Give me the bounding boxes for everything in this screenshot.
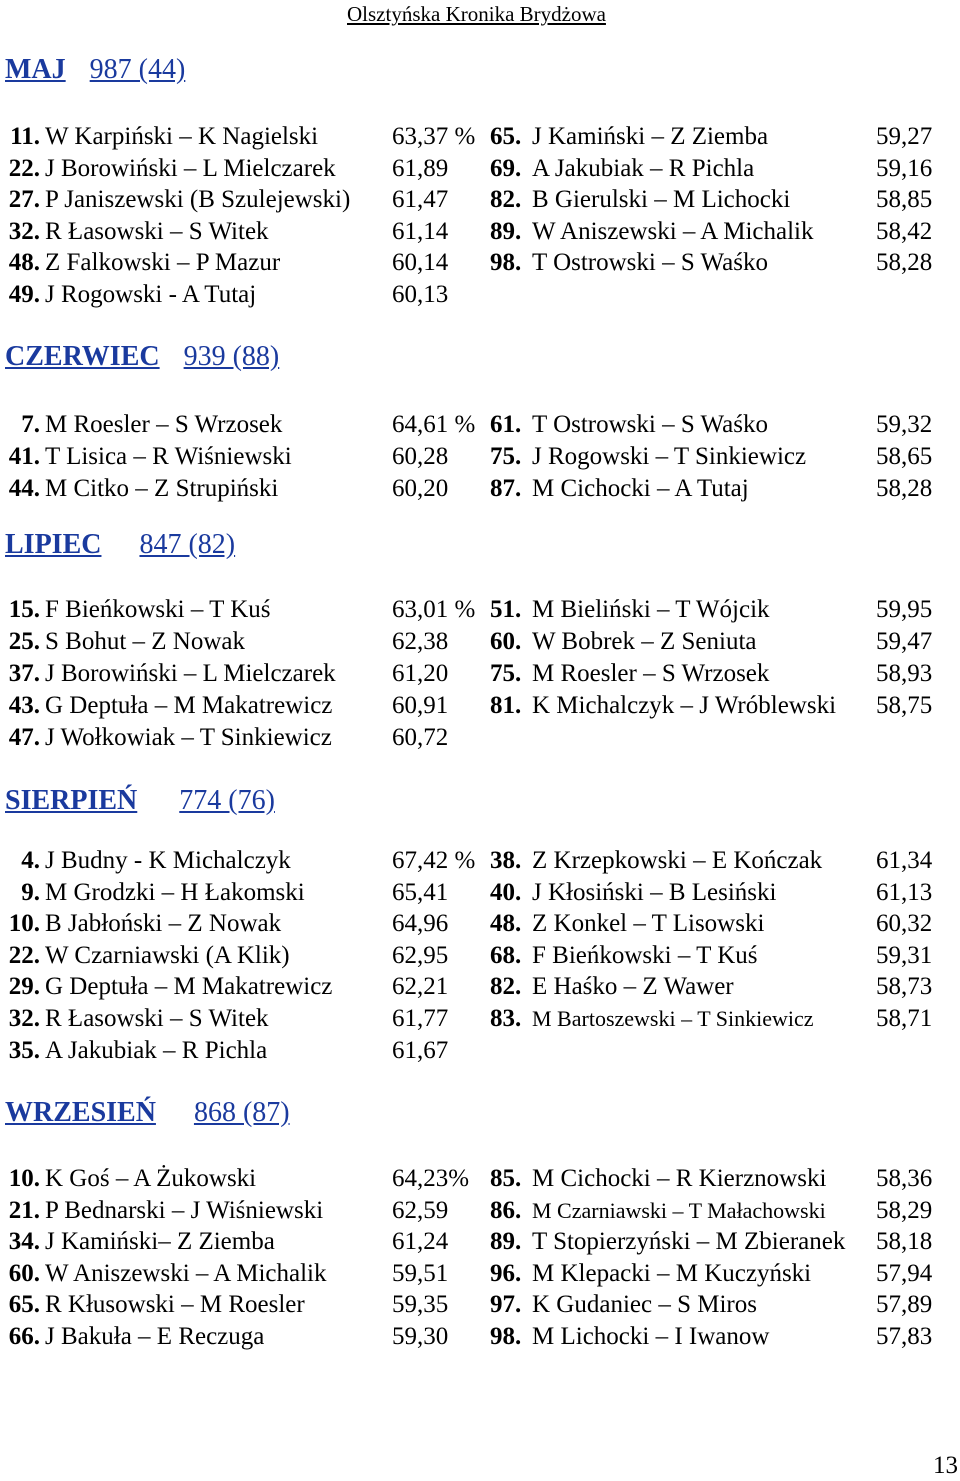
right-rank: 82. — [490, 973, 522, 1001]
result-row — [0, 722, 960, 753]
right-pair-names: Z Konkel – T Lisowski — [532, 910, 765, 938]
left-rank: 34. — [8, 1228, 40, 1256]
result-row — [0, 1163, 960, 1194]
left-rank: 48. — [8, 249, 40, 277]
right-rank: 86. — [490, 1196, 522, 1224]
right-rank: 69. — [490, 154, 522, 182]
left-score: 60,20 — [392, 475, 449, 502]
right-score: 58,36 — [876, 1165, 933, 1192]
right-pair-names: Z Krzepkowski – E Kończak — [532, 847, 823, 874]
left-pair-names: W Czarniawski (A Klik) — [45, 941, 290, 969]
right-rank: 83. — [490, 1005, 522, 1032]
month-heading — [5, 529, 235, 561]
left-rank: 22. — [8, 941, 40, 969]
left-rank: 41. — [8, 443, 40, 470]
left-rank: 10. — [8, 910, 40, 938]
month-name: CZERWIEC — [5, 341, 160, 372]
right-pair-names: M Roesler – S Wrzosek — [532, 660, 770, 687]
page-number: 13 — [933, 1452, 958, 1479]
left-pair-names: J Wołkowiak – T Sinkiewicz — [45, 724, 332, 751]
right-score: 58,75 — [876, 692, 933, 719]
right-rank: 89. — [490, 1228, 522, 1256]
right-score: 59,31 — [876, 941, 933, 969]
left-pair-names: W Aniszewski – A Michalik — [45, 1259, 327, 1287]
left-score: 61,89 — [392, 154, 449, 182]
right-pair-names: M Bartoszewski – T Sinkiewicz — [532, 1006, 814, 1031]
left-score: 61,24 — [392, 1228, 449, 1256]
left-rank: 10. — [8, 1165, 40, 1192]
left-rank: 29. — [8, 973, 40, 1001]
left-score: 64,96 — [392, 910, 449, 938]
result-row — [0, 441, 960, 472]
left-rank: 27. — [8, 186, 40, 214]
left-pair-names: A Jakubiak – R Pichla — [45, 1036, 268, 1064]
left-rank: 4. — [21, 847, 40, 874]
right-rank: 96. — [490, 1259, 522, 1287]
right-score: 59,95 — [876, 596, 933, 623]
right-rank: 97. — [490, 1291, 522, 1319]
left-rank: 7. — [21, 411, 40, 438]
right-rank: 82. — [490, 186, 522, 214]
left-pair-names: J Borowiński – L Mielczarek — [45, 660, 336, 687]
left-score: 60,13 — [392, 281, 449, 308]
right-score: 58,29 — [876, 1196, 933, 1224]
right-rank: 51. — [490, 596, 522, 623]
left-pair-names: T Lisica – R Wiśniewski — [45, 443, 292, 470]
right-score: 59,47 — [876, 628, 933, 655]
right-pair-names: M Cichocki – R Kierznowski — [532, 1165, 827, 1192]
left-score: 61,14 — [392, 217, 449, 245]
right-rank: 75. — [490, 660, 522, 687]
month-summary: 987 (44) — [89, 54, 186, 85]
right-score: 59,16 — [876, 154, 933, 182]
right-pair-names: B Gierulski – M Lichocki — [532, 186, 791, 214]
left-score: 60,28 — [392, 443, 449, 470]
right-score: 61,34 — [876, 847, 933, 874]
result-row — [0, 845, 960, 876]
left-pair-names: G Deptuła – M Makatrewicz — [45, 692, 333, 719]
right-rank: 65. — [490, 123, 522, 150]
result-row — [0, 1195, 960, 1226]
result-row — [0, 690, 960, 721]
right-score: 58,28 — [876, 249, 933, 277]
left-rank: 21. — [8, 1196, 40, 1224]
right-pair-names: F Bieńkowski – T Kuś — [532, 941, 758, 969]
left-pair-names: K Goś – A Żukowski — [45, 1165, 257, 1192]
right-rank: 68. — [490, 941, 522, 969]
right-pair-names: J Rogowski – T Sinkiewicz — [532, 443, 807, 470]
right-rank: 75. — [490, 443, 522, 470]
left-pair-names: G Deptuła – M Makatrewicz — [45, 973, 333, 1001]
right-score: 57,94 — [876, 1259, 933, 1287]
month-summary: 847 (82) — [139, 529, 236, 560]
right-pair-names: K Michalczyk – J Wróblewski — [532, 692, 837, 719]
month-name: MAJ — [5, 54, 66, 85]
left-pair-names: Z Falkowski – P Mazur — [45, 249, 281, 277]
result-row — [0, 1289, 960, 1320]
left-rank: 22. — [8, 154, 40, 182]
right-pair-names: E Haśko – Z Wawer — [532, 973, 734, 1001]
result-row — [0, 473, 960, 504]
left-rank: 32. — [8, 217, 40, 245]
right-rank: 61. — [490, 411, 522, 438]
result-row — [0, 908, 960, 939]
right-pair-names: M Bieliński – T Wójcik — [532, 596, 770, 623]
left-rank: 66. — [8, 1323, 40, 1350]
right-pair-names: J Kłosiński – B Lesiński — [532, 878, 777, 906]
left-rank: 25. — [8, 628, 40, 655]
left-score: 62,21 — [392, 973, 449, 1001]
left-rank: 49. — [8, 281, 40, 308]
left-pair-names: J Borowiński – L Mielczarek — [45, 154, 336, 182]
right-pair-names: A Jakubiak – R Pichla — [532, 154, 755, 182]
left-rank: 37. — [8, 660, 40, 687]
left-pair-names: B Jabłoński – Z Nowak — [45, 910, 282, 938]
month-heading — [5, 341, 279, 373]
result-row — [0, 216, 960, 247]
right-pair-names: T Ostrowski – S Waśko — [532, 249, 768, 277]
left-score: 60,91 — [392, 692, 449, 719]
left-score: 62,95 — [392, 941, 449, 969]
left-score: 64,61 % — [392, 411, 476, 438]
result-row — [0, 658, 960, 689]
result-row — [0, 409, 960, 440]
month-name: LIPIEC — [5, 529, 102, 560]
right-score: 57,89 — [876, 1291, 933, 1319]
left-score: 59,35 — [392, 1291, 449, 1319]
right-score: 58,73 — [876, 973, 933, 1001]
result-row — [0, 121, 960, 152]
right-rank: 60. — [490, 628, 522, 655]
right-score: 58,65 — [876, 443, 933, 470]
right-score: 58,18 — [876, 1228, 933, 1256]
right-pair-names: M Klepacki – M Kuczyński — [532, 1259, 812, 1287]
month-heading — [5, 785, 275, 817]
left-pair-names: J Kamiński– Z Ziemba — [45, 1228, 275, 1256]
left-pair-names: M Citko – Z Strupiński — [45, 475, 279, 502]
left-rank: 32. — [8, 1005, 40, 1032]
left-pair-names: S Bohut – Z Nowak — [45, 628, 245, 655]
right-pair-names: M Czarniawski – T Małachowski — [532, 1197, 826, 1223]
result-row — [0, 1258, 960, 1289]
month-summary: 868 (87) — [193, 1097, 290, 1128]
right-rank: 85. — [490, 1165, 522, 1192]
left-rank: 15. — [8, 596, 40, 623]
month-heading — [5, 54, 185, 86]
month-summary: 939 (88) — [183, 341, 280, 372]
left-score: 61,77 — [392, 1005, 449, 1032]
right-pair-names: W Bobrek – Z Seniuta — [532, 628, 757, 655]
right-pair-names: M Lichocki – I Iwanow — [532, 1323, 770, 1350]
right-rank: 89. — [490, 217, 522, 245]
left-rank: 44. — [8, 475, 40, 502]
left-score: 61,20 — [392, 660, 449, 687]
right-score: 60,32 — [876, 910, 933, 938]
right-score: 59,27 — [876, 123, 933, 150]
right-score: 58,93 — [876, 660, 933, 687]
right-rank: 81. — [490, 692, 522, 719]
left-pair-names: J Rogowski - A Tutaj — [45, 281, 257, 308]
right-score: 58,42 — [876, 217, 933, 245]
result-row — [0, 1035, 960, 1066]
result-row — [0, 153, 960, 184]
left-rank: 9. — [21, 878, 40, 906]
left-score: 65,41 — [392, 878, 449, 906]
right-pair-names: W Aniszewski – A Michalik — [532, 217, 814, 245]
result-row — [0, 279, 960, 310]
left-score: 60,72 — [392, 724, 449, 751]
result-row — [0, 940, 960, 971]
result-row — [0, 594, 960, 625]
right-rank: 87. — [490, 475, 522, 502]
left-score: 60,14 — [392, 249, 449, 277]
result-row — [0, 1226, 960, 1257]
left-pair-names: M Roesler – S Wrzosek — [45, 411, 283, 438]
right-pair-names: J Kamiński – Z Ziemba — [532, 123, 769, 150]
left-pair-names: J Bakuła – E Reczuga — [45, 1323, 265, 1350]
left-score: 67,42 % — [392, 847, 476, 874]
left-rank: 47. — [8, 724, 40, 751]
right-rank: 48. — [490, 910, 522, 938]
right-score: 57,83 — [876, 1323, 933, 1350]
right-score: 58,28 — [876, 475, 933, 502]
left-score: 59,51 — [392, 1259, 449, 1287]
left-score: 61,67 — [392, 1036, 449, 1064]
left-rank: 65. — [8, 1291, 40, 1319]
right-score: 61,13 — [876, 878, 933, 906]
month-heading — [5, 1097, 290, 1129]
result-row — [0, 1003, 960, 1034]
left-score: 63,37 % — [392, 123, 476, 150]
right-score: 58,71 — [876, 1005, 933, 1032]
left-score: 64,23% — [392, 1165, 470, 1192]
right-rank: 38. — [490, 847, 522, 874]
month-name: SIERPIEŃ — [5, 785, 138, 816]
right-pair-names: M Cichocki – A Tutaj — [532, 475, 749, 502]
right-rank: 98. — [490, 1323, 522, 1350]
right-pair-names: T Ostrowski – S Waśko — [532, 411, 768, 438]
left-pair-names: R Łasowski – S Witek — [45, 1005, 269, 1032]
right-pair-names: K Gudaniec – S Miros — [532, 1291, 757, 1319]
left-score: 59,30 — [392, 1323, 449, 1350]
left-pair-names: W Karpiński – K Nagielski — [45, 123, 319, 150]
left-rank: 43. — [8, 692, 40, 719]
left-pair-names: R Kłusowski – M Roesler — [45, 1291, 305, 1319]
result-row — [0, 877, 960, 908]
left-pair-names: P Bednarski – J Wiśniewski — [45, 1196, 324, 1224]
page-header-title: Olsztyńska Kronika Brydżowa — [347, 2, 606, 26]
month-summary: 774 (76) — [179, 785, 275, 816]
right-score: 59,32 — [876, 411, 933, 438]
left-rank: 11. — [10, 123, 40, 150]
right-pair-names: T Stopierzyński – M Zbieranek — [532, 1228, 846, 1256]
result-row — [0, 626, 960, 657]
result-row — [0, 1321, 960, 1352]
right-rank: 40. — [490, 878, 522, 906]
month-name: WRZESIEŃ — [5, 1097, 156, 1128]
left-pair-names: F Bieńkowski – T Kuś — [45, 596, 271, 623]
result-row — [0, 247, 960, 278]
result-row — [0, 971, 960, 1002]
left-score: 61,47 — [392, 186, 449, 214]
right-score: 58,85 — [876, 186, 933, 214]
result-row — [0, 184, 960, 215]
left-score: 62,38 — [392, 628, 449, 655]
left-score: 63,01 % — [392, 596, 476, 623]
left-rank: 60. — [8, 1259, 40, 1287]
left-pair-names: P Janiszewski (B Szulejewski) — [45, 186, 351, 214]
left-rank: 35. — [8, 1036, 40, 1064]
left-score: 62,59 — [392, 1196, 449, 1224]
left-pair-names: M Grodzki – H Łakomski — [45, 878, 305, 906]
left-pair-names: R Łasowski – S Witek — [45, 217, 269, 245]
left-pair-names: J Budny - K Michalczyk — [45, 847, 291, 874]
right-rank: 98. — [490, 249, 522, 277]
